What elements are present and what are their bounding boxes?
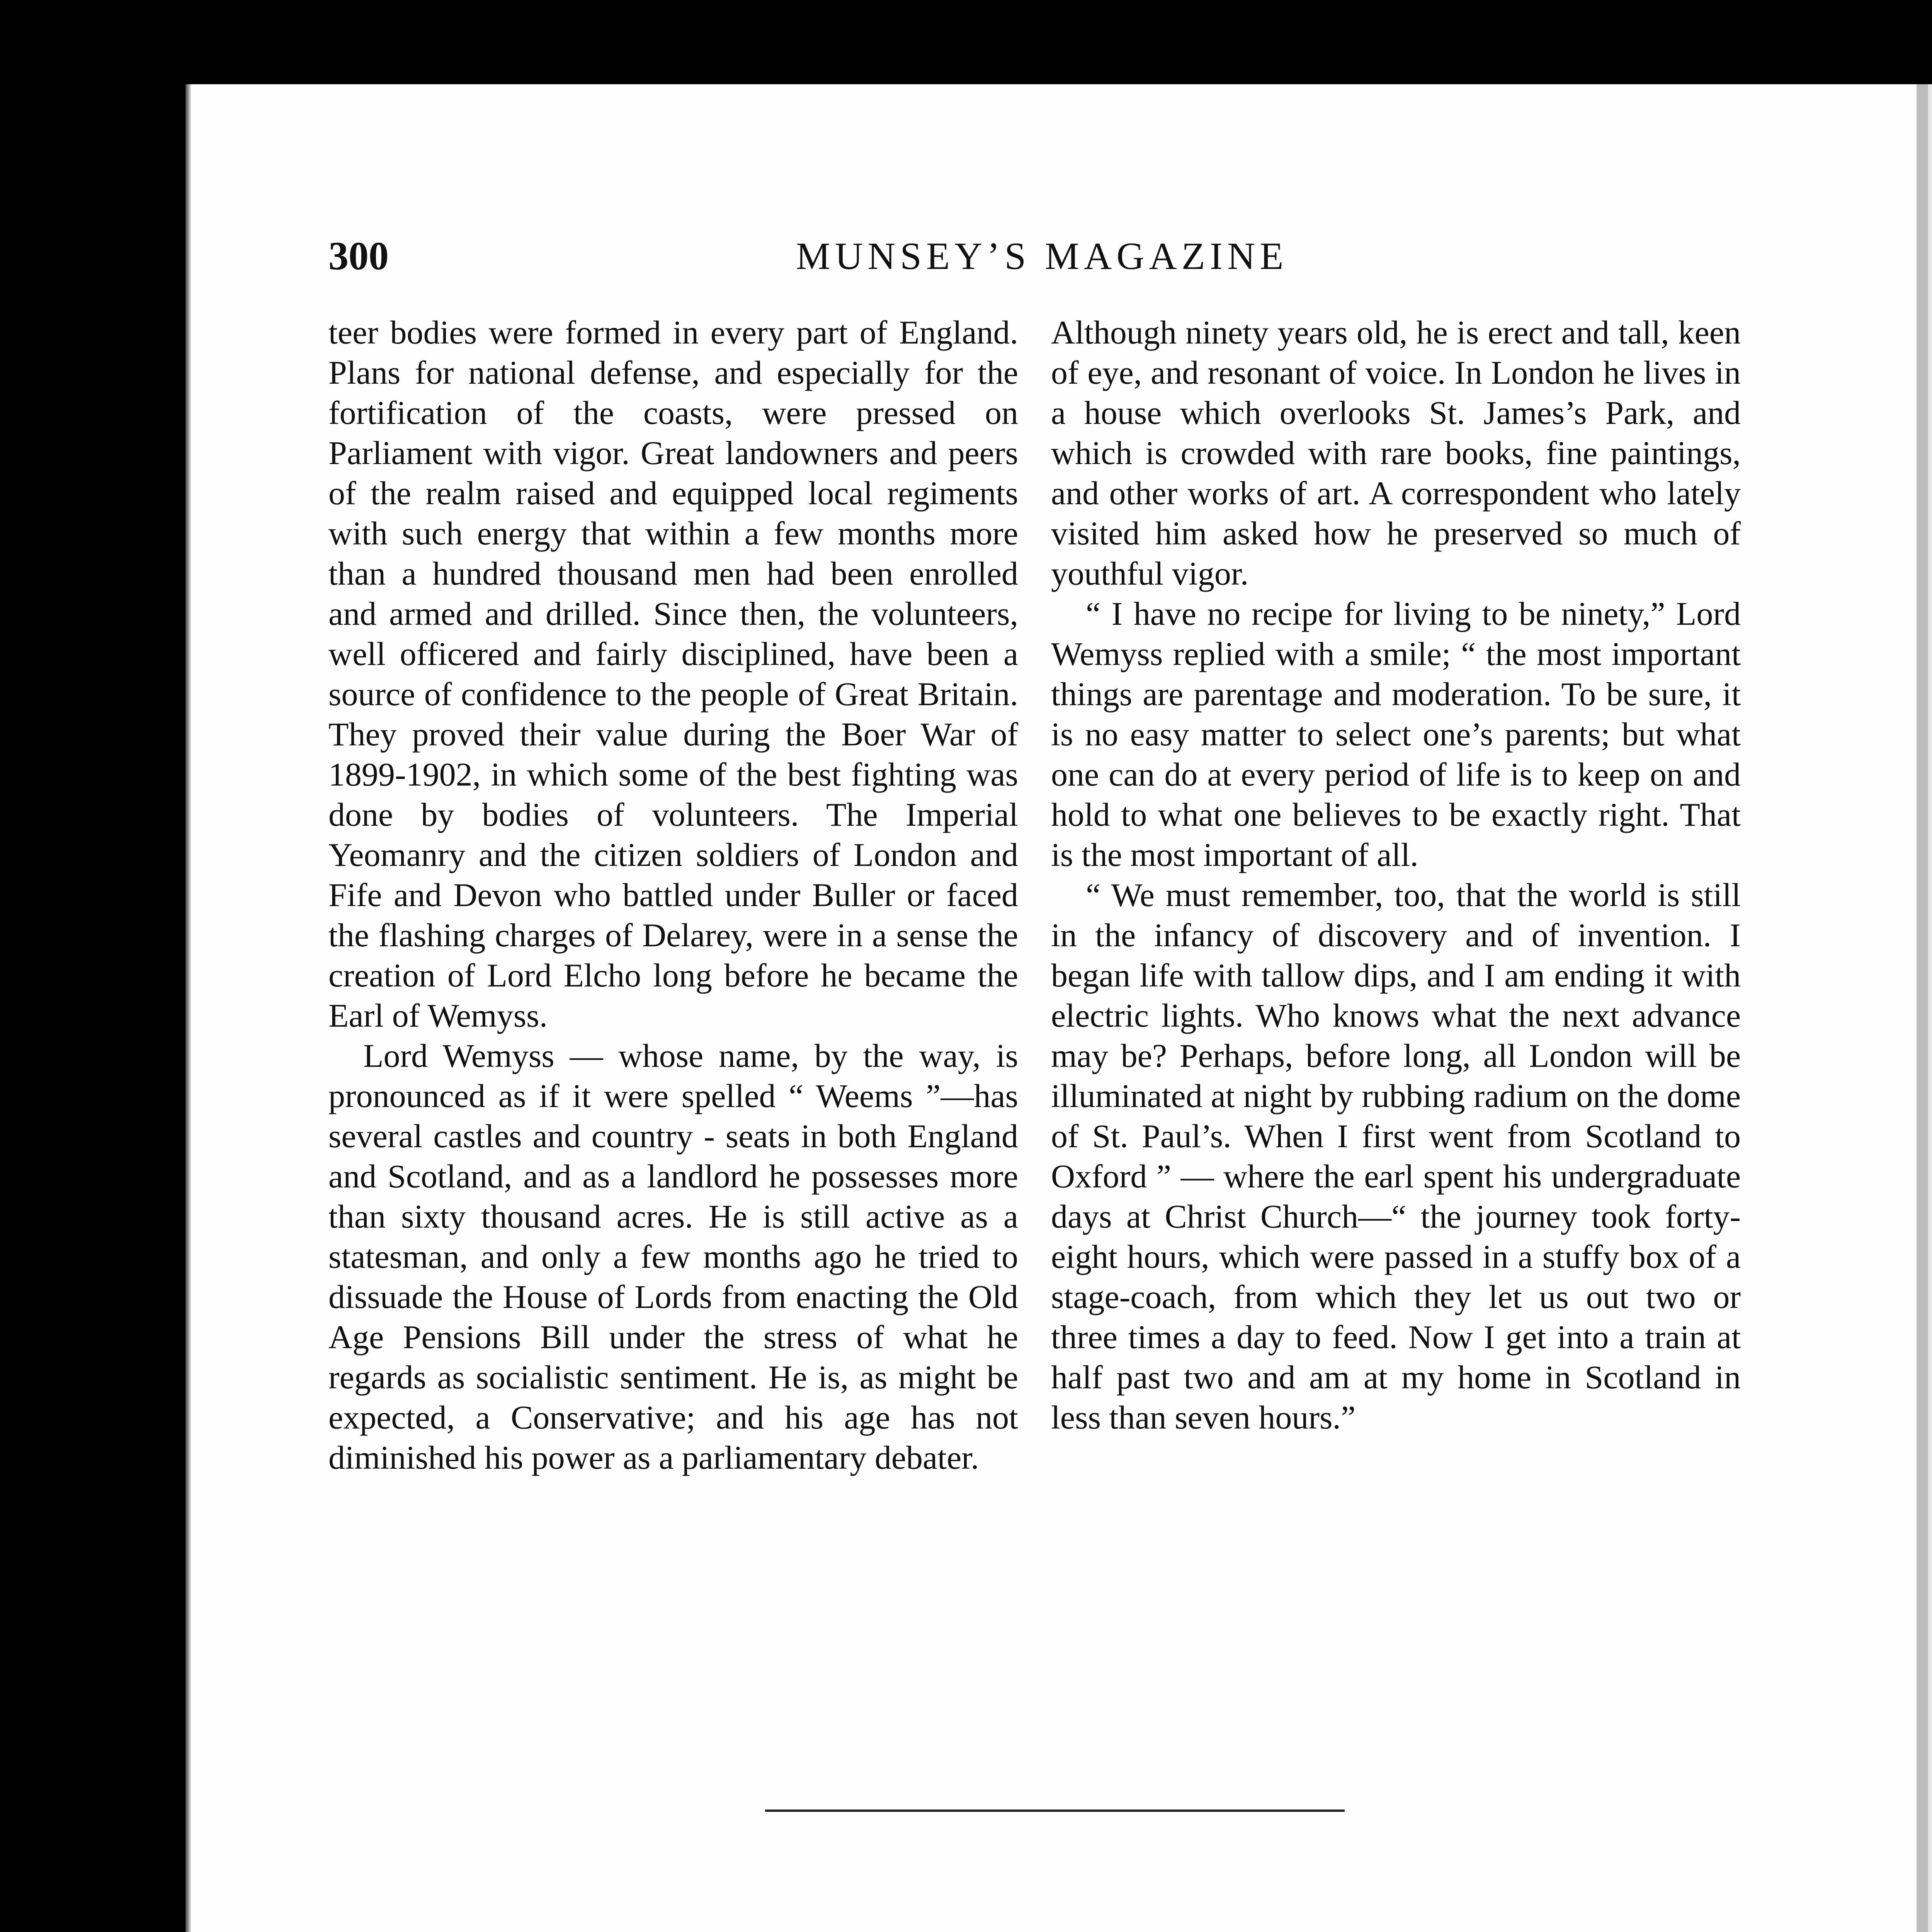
right-paragraph-1: Although ninety years old, he is erect and tall, keen of eye, and resonant of voice. In London he lives in a house which overlooks St. James’s Park, and which is crowded with rare books, fine paintings, and other works of art. A correspondent who lately visited him asked how he preserved so much of youthful vigor. (1051, 314, 1741, 592)
left-paragraph-2: Lord Wemyss — whose name, by the way, is pronounced as if it were spelled “ Weems ”—has several castles and country - seats in both England and Scotland, and as a landlord he possesses more than sixty thousand acres. He is still active as a statesman, and only a few months ago he tried to dissuade the House of Lords from enacting the Old Age Pensions Bill under the stress of what he regards as socialistic sentiment. He is, as might be expected, a Conservative; and his age has not diminished his power as a parliamentary debater. (328, 1037, 1018, 1476)
section-divider (765, 1810, 1345, 1812)
running-title: MUNSEY’S MAGAZINE (796, 235, 1288, 277)
page-number: 300 (328, 234, 389, 278)
magazine-page (185, 84, 1932, 1932)
left-column (328, 312, 1018, 1478)
right-column (1051, 312, 1741, 1437)
right-paragraph-2: “ I have no recipe for living to be ninety,” Lord Wemyss replied with a smile; “ the most important things are parentage and moderation. To be sure, it is no easy matter to select one’s parents; but what one can do at every period of life is to keep on and hold to what one believes to be exactly right. That is the most important of all. (1051, 595, 1741, 873)
page-header (185, 231, 1917, 281)
right-paragraph-3: “ We must remember, too, that the world is still in the infancy of discovery and of invention. I began life with tallow dips, and I am ending it with electric lights. Who knows what the next advance may be? Perhaps, before long, all London will be illuminated at night by rubbing radium on the dome of St. Paul’s. When I first went from Scotland to Oxford ” — where the earl spent his undergraduate days at Christ Church—“ the journey took forty-eight hours, which were passed in a stuffy box of a stage-coach, from which they let us out two or three times a day to feed. Now I get into a train at half past two and am at my home in Scotland in less than seven hours.” (1051, 876, 1741, 1436)
left-paragraph-1: teer bodies were formed in every part of England. Plans for national defense, and especially for the fortification of the coasts, were pressed on Parliament with vigor. Great landowners and peers of the realm raised and equipped local regiments with such energy that within a few months more than a hundred thousand men had been enrolled and armed and drilled. Since then, the volunteers, well officered and fairly disciplined, have been a source of confidence to the people of Great Britain. They proved their value during the Boer War of 1899-1902, in which some of the best fighting was done by bodies of volunteers. The Imperial Yeomanry and the citizen soldiers of London and Fife and Devon who battled under Buller or faced the flashing charges of Delarey, were in a sense the creation of Lord Elcho long before he became the Earl of Wemyss. (328, 314, 1018, 1034)
